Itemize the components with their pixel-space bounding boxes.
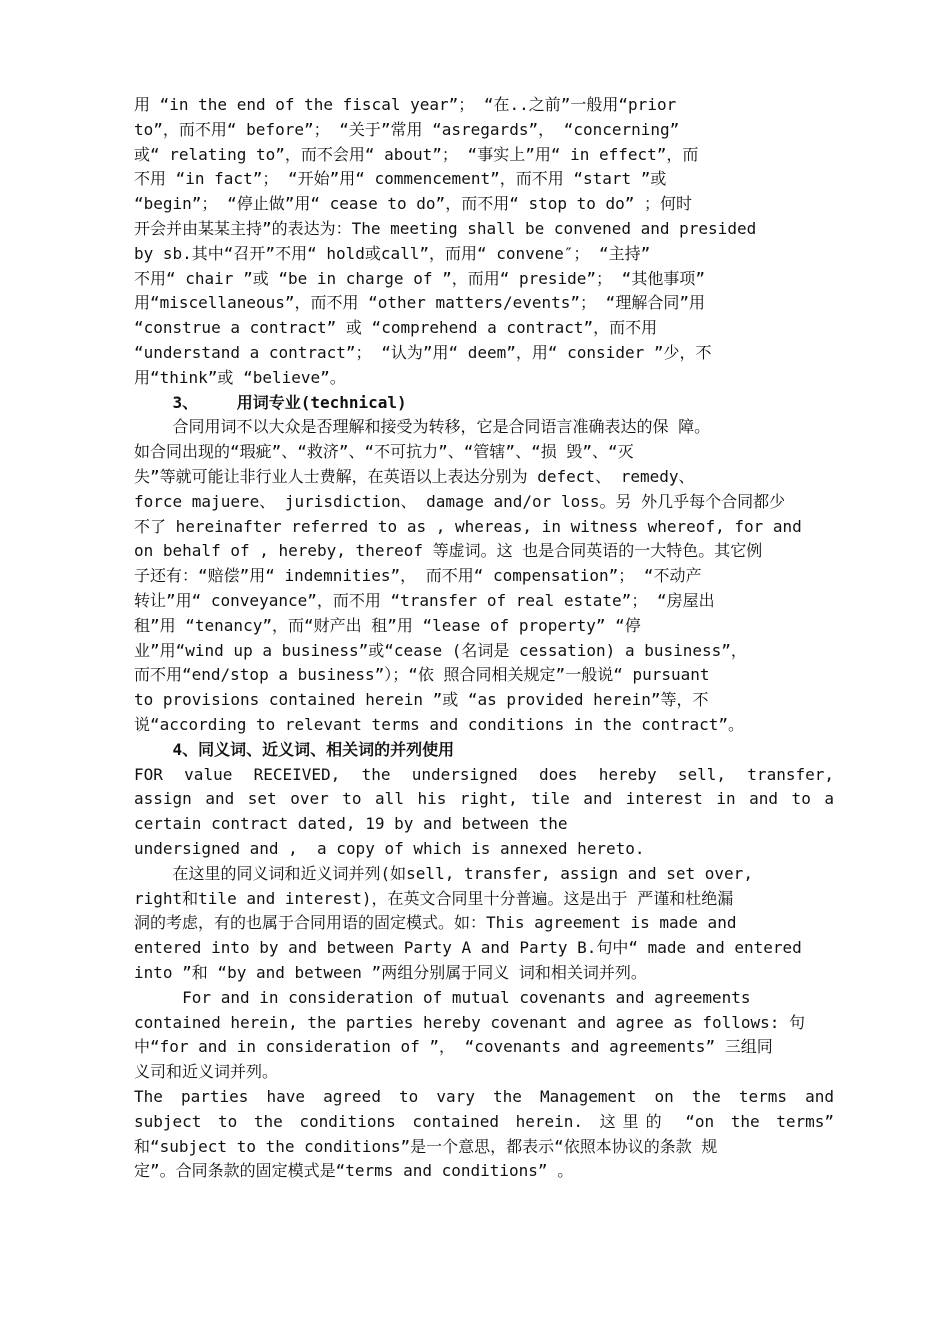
section-heading: 3、 用词专业(technical) xyxy=(134,392,407,412)
text-line: 如合同出现的“瑕疵”、“救济”、“不可抗力”、“管辖”、“损 毁”、“灭 xyxy=(134,442,634,462)
text-line: assign and set over to all his right, tile and interest in and to a xyxy=(134,789,834,809)
text-line: 定”。合同条款的固定模式是“terms and conditions” 。 xyxy=(134,1161,574,1181)
text-line: 不用“ chair ”或 “be in charge of ”，而用“ preside”； “其他事项” xyxy=(134,268,705,288)
text-line: on behalf of , hereby, thereof 等虚词。这 也是合同英语的一大特色。其它例 xyxy=(134,541,763,561)
text-line: 或“ relating to”，而不会用“ about”； “事实上”用“ in effect”，而 xyxy=(134,144,699,164)
text-line: 开会并由某某主持”的表达为：The meeting shall be convened and presided xyxy=(134,219,757,238)
text-line: “begin”； “停止做”用“ cease to do”，而不用“ stop to do” ；何时 xyxy=(134,194,693,214)
text-line: to”，而不用“ before”； “关于”常用 “asregards”， “concerning” xyxy=(134,119,680,139)
text-line: 转让”用“ conveyance”，而不用 “transfer of real estate”； “房屋出 xyxy=(134,591,715,610)
text-line: The parties have agreed to vary the Management on the terms and xyxy=(134,1087,834,1106)
text-line: 中“for and in consideration of ”， “covenants and agreements” 三组同 xyxy=(134,1037,773,1057)
text-line: undersigned and , a copy of which is annexed hereto. xyxy=(134,839,645,858)
text-line: by sb.其中“召开”不用“ hold或call”，而用“ convene″； “主持” xyxy=(134,243,651,263)
text-line: 不了 hereinafter referred to as , whereas, in witness whereof, for and xyxy=(134,516,802,536)
text-line: 用“miscellaneous”，而不用 “other matters/events”； “理解合同”用 xyxy=(134,293,705,313)
text-line: “understand a contract”； “认为”用“ deem”，用“ consider ”少，不 xyxy=(134,343,712,362)
text-line: 不用 “in fact”； “开始”用“ commencement”，而不用 “start ”或 xyxy=(134,169,667,189)
text-line: force majuere、 jurisdiction、 damage and/or loss。另 外几乎每个合同都少 xyxy=(134,491,786,511)
section-heading: 4、同义词、近义词、相关词的并列使用 xyxy=(134,739,455,759)
text-line: 说“according to relevant terms and conditions in the contract”。 xyxy=(134,715,744,734)
text-line: 用 “in the end of the fiscal year”； “在..之前”一般用“prior xyxy=(134,95,677,114)
text-line: into ”和 “by and between ”两组分别属于同义 词和相关词并列。 xyxy=(134,963,647,982)
text-line: 租”用 “tenancy”，而“财产出 租”用 “lease of property” “停 xyxy=(134,615,641,635)
text-line: certain contract dated, 19 by and between the xyxy=(134,814,568,834)
text-line: entered into by and between Party A and Party B.句中“ made and entered xyxy=(134,938,802,958)
text-line: FOR value RECEIVED, the undersigned does hereby sell, transfer, xyxy=(134,764,834,784)
text-line: For and in consideration of mutual covenants and agreements xyxy=(134,987,751,1007)
text-line: subject to the conditions contained herein. 这里的 “on the terms” xyxy=(134,1111,834,1131)
text-line: contained herein, the parties hereby covenant and agree as follows: 句 xyxy=(134,1012,806,1032)
text-line: “construe a contract” 或 “comprehend a contract”，而不用 xyxy=(134,318,658,338)
text-line: 和“subject to the conditions”是一个意思，都表示“依照本协议的条款 规 xyxy=(134,1136,718,1156)
text-line: to provisions contained herein ”或 “as provided herein”等，不 xyxy=(134,690,709,710)
text-line: 用“think”或 “believe”。 xyxy=(134,367,346,387)
text-line: 合同用词不以大众是否理解和接受为转移，它是合同语言准确表达的保 障。 xyxy=(134,417,711,437)
text-line: 义司和近义词并列。 xyxy=(134,1062,279,1082)
text-line: right和tile and interest)，在英文合同里十分普遍。这是出于 严谨和杜绝漏 xyxy=(134,888,734,908)
text-line: 洞的考虑，有的也属于合同用语的固定模式。如：This agreement is made and xyxy=(134,913,737,933)
text-line: 失”等就可能让非行业人士费解，在英语以上表达分别为 defect、 remedy、 xyxy=(134,467,695,486)
text-line: 业”用“wind up a business”或“cease (名词是 cessation) a business”， xyxy=(134,640,747,660)
text-line: 子还有：“赔偿”用“ indemnities”， 而不用“ compensation”； “不动产 xyxy=(134,566,702,586)
text-line: 在这里的同义词和近义词并列(如sell, transfer, assign and set over, xyxy=(134,863,753,883)
text-line: 而不用“end/stop a business”）；“依 照合同相关规定”一般说“ pursuant xyxy=(134,665,710,685)
